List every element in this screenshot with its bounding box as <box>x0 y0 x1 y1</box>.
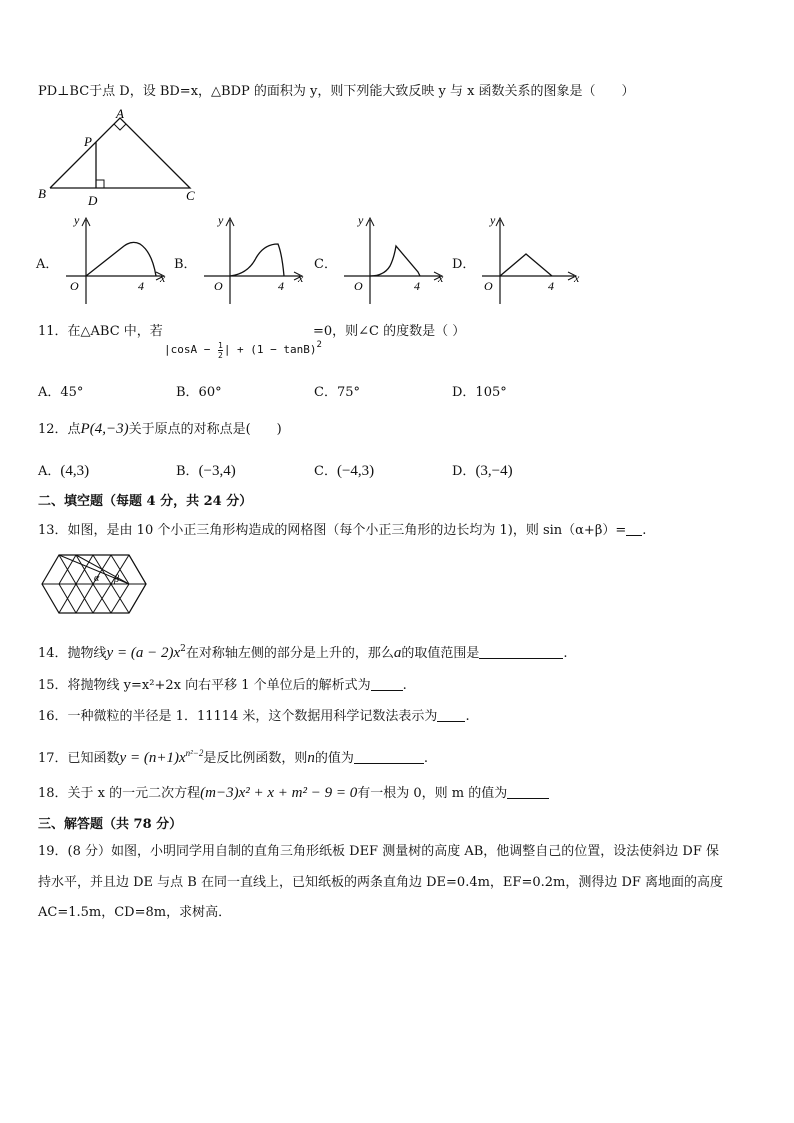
q11-option-b[interactable]: B．60° <box>176 385 222 400</box>
q10-graph-a <box>62 214 172 309</box>
q10-graph-d <box>478 214 588 309</box>
svg-text:x: x <box>574 271 580 285</box>
beta-label: β <box>114 574 119 585</box>
q17-answer-blank[interactable] <box>354 749 424 764</box>
q18-answer-blank[interactable] <box>507 784 549 799</box>
label-D: D <box>88 193 98 208</box>
svg-text:4: 4 <box>414 279 420 293</box>
svg-text:x: x <box>160 271 166 285</box>
q12-point: P(4,−3) <box>80 421 129 437</box>
label-B: B <box>38 186 46 201</box>
svg-text:x: x <box>438 271 444 285</box>
svg-text:O: O <box>214 279 223 293</box>
q15-answer-blank[interactable] <box>371 676 403 691</box>
q15-stem: 15．将抛物线 y=x²+2x 向右平移 1 个单位后的解析式为 . <box>38 678 407 693</box>
q13-grid-figure <box>40 553 150 619</box>
q10-triangle-figure <box>36 106 206 210</box>
q11-stem-a: 11．在△ABC 中，若 <box>38 324 163 339</box>
q11-option-d[interactable]: D．105° <box>452 385 507 400</box>
q10-graph-b <box>200 214 310 309</box>
svg-text:O: O <box>484 279 493 293</box>
q11-option-a[interactable]: A．45° <box>38 385 84 400</box>
q19-line-3: AC=1.5m，CD=8m，求树高． <box>38 905 232 920</box>
q10-option-d-letter[interactable]: D． <box>452 257 476 272</box>
q10-option-c-letter[interactable]: C． <box>314 257 337 272</box>
q12-option-b[interactable]: B．(−3,4) <box>176 463 236 479</box>
q19-line-1: 19．(8 分）如图，小明同学用自制的直角三角形纸板 DEF 测量树的高度 AB，他调整自己的位置，设法使斜边 DF 保 <box>38 844 719 859</box>
label-P: P <box>84 134 92 149</box>
q10-graph-c <box>340 214 450 309</box>
q17-stem: 17．已知函数$y = (n+1)x^{n^2-2}$是反比例函数，则n的值为 . <box>38 748 429 766</box>
q12-stem: 12．点P(4,−3)关于原点的对称点是( ) <box>38 421 282 437</box>
q10-option-b-letter[interactable]: B． <box>174 257 197 272</box>
svg-text:4: 4 <box>278 279 284 293</box>
q10-option-a-letter[interactable]: A． <box>36 257 59 272</box>
svg-text:y: y <box>358 213 364 227</box>
q14-answer-blank[interactable] <box>479 644 563 659</box>
q11-stem-b: =0，则∠C 的度数是（ ） <box>313 324 466 339</box>
svg-text:x: x <box>298 271 304 285</box>
svg-text:y: y <box>490 213 496 227</box>
q10-stem: PD⊥BC于点 D，设 BD=x，△BDP 的面积为 y，则下列能大致反映 y 与 x 函数关系的图象是（ ） <box>38 84 635 99</box>
svg-text:4: 4 <box>548 279 554 293</box>
svg-text:O: O <box>354 279 363 293</box>
label-A: A <box>116 106 124 121</box>
q18-stem: 18．关于 x 的一元二次方程(m−3)x² + x + m² − 9 = 0有一根为 0，则 m 的值为 <box>38 784 549 803</box>
q12-option-c[interactable]: C．(−4,3) <box>314 463 375 479</box>
q11-expression: |cosA − $\frac{1}{2}$ | + $(1 - \tan B)^2$ <box>164 340 322 360</box>
q11-option-c[interactable]: C．75° <box>314 385 360 400</box>
svg-text:y: y <box>74 213 80 227</box>
svg-text:4: 4 <box>138 279 144 293</box>
section-3-heading: 三、解答题（共 78 分） <box>38 817 183 832</box>
alpha-label: α <box>94 573 100 584</box>
svg-text:y: y <box>218 213 224 227</box>
svg-text:O: O <box>70 279 79 293</box>
q14-stem: 14．抛物线$y = (a - 2)x^2$在对称轴左侧的部分是上升的，那么a的取值范围是 . <box>38 644 568 661</box>
q12-option-a[interactable]: A．(4,3) <box>38 463 90 479</box>
section-2-heading: 二、填空题（每题 4 分，共 24 分） <box>38 494 253 509</box>
q16-stem: 16．一种微粒的半径是 1．11114 米，这个数据用科学记数法表示为 . <box>38 709 470 724</box>
label-C: C <box>186 188 195 203</box>
q12-option-d[interactable]: D．(3,−4) <box>452 463 513 479</box>
q13-stem: 13．如图，是由 10 个小正三角形构造成的网格图（每个小正三角形的边长均为 1)，则 sin（α+β）= . <box>38 523 647 538</box>
q16-answer-blank[interactable] <box>437 707 465 722</box>
q13-answer-blank[interactable] <box>626 521 642 536</box>
q19-line-2: 持水平，并且边 DE 与点 B 在同一直线上，已知纸板的两条直角边 DE=0.4m，EF=0.2m，测得边 DF 离地面的高度 <box>38 875 724 890</box>
